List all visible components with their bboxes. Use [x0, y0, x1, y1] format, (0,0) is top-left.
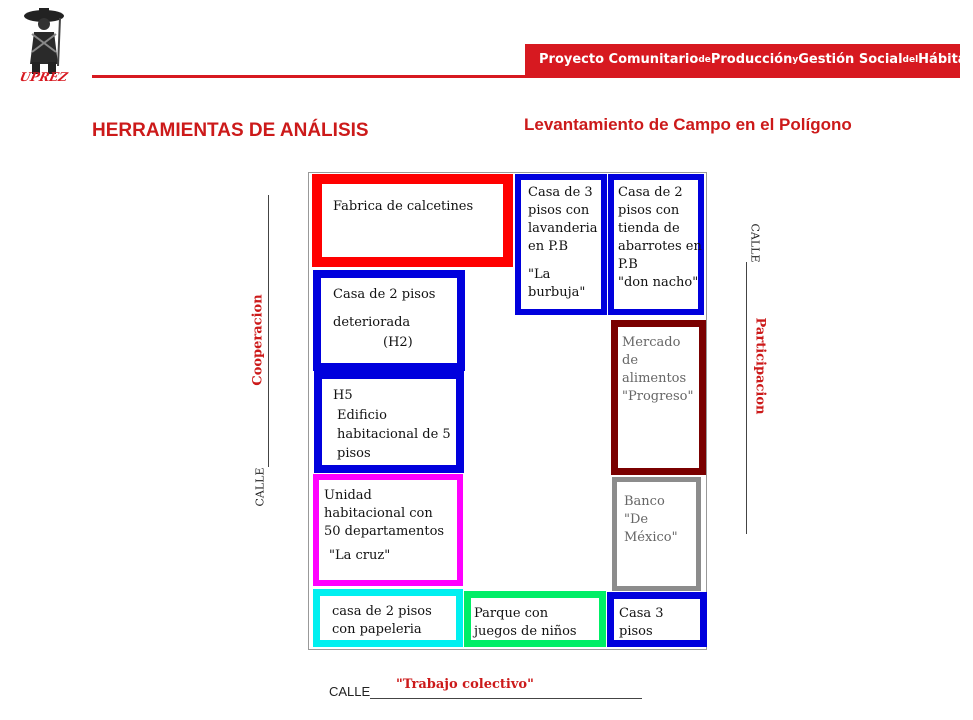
- banner-part: Proyecto Comunitario: [539, 52, 699, 67]
- block-casa3-pisos: [607, 592, 707, 647]
- block-label: "don nacho": [618, 275, 699, 290]
- block-label: burbuja": [528, 285, 586, 300]
- block-label: P.B: [618, 257, 638, 272]
- block-unidad: [313, 474, 463, 586]
- block-label: "La cruz": [329, 548, 391, 563]
- banner-part: Producción: [710, 52, 793, 67]
- banner-part: Hábitat: [918, 52, 973, 67]
- banner-part: de: [698, 54, 711, 65]
- block-label: casa de 2 pisos: [332, 604, 432, 619]
- block-casa2-abarrotes: [608, 174, 704, 315]
- block-label: con papeleria: [332, 622, 422, 637]
- left-street-line: [268, 195, 269, 467]
- banner-part: Gestión Social: [798, 52, 903, 67]
- block-label: pisos con: [528, 203, 590, 218]
- block-label: tienda de: [618, 221, 680, 236]
- right-street-name: Participacion: [752, 317, 768, 415]
- block-label: pisos: [337, 446, 371, 461]
- block-label: Unidad: [324, 488, 372, 503]
- block-label: México": [624, 530, 678, 545]
- block-label: Mercado: [622, 335, 681, 350]
- block-label: pisos: [619, 624, 653, 639]
- block-label: Casa 3: [619, 606, 664, 621]
- banner-part: y: [792, 54, 799, 65]
- block-label: alimentos: [622, 371, 687, 386]
- block-casa3-lavanderia: [515, 174, 607, 315]
- block-label: 50 departamentos: [324, 524, 445, 539]
- block-label: Casa de 3: [528, 185, 593, 200]
- logo-text: UPREZ: [18, 70, 69, 84]
- block-h5-edificio: [314, 371, 464, 473]
- block-label: habitacional de 5: [337, 427, 451, 442]
- right-street-line: [746, 262, 747, 534]
- block-label: de: [622, 353, 639, 368]
- left-street-calle: CALLE: [253, 467, 267, 507]
- bottom-street-line: [370, 698, 642, 699]
- block-parque: [464, 591, 606, 647]
- header-divider: [92, 75, 960, 78]
- block-label: Parque con: [474, 606, 549, 621]
- right-street-calle: CALLE: [748, 223, 762, 263]
- block-label: Banco: [624, 494, 665, 509]
- left-street-name: Cooperacion: [250, 294, 266, 386]
- bottom-street-calle: CALLE: [329, 684, 371, 699]
- uprez-logo: [14, 4, 76, 86]
- block-label: Fabrica de calcetines: [333, 199, 474, 214]
- block-label: juegos de niños: [474, 624, 577, 639]
- block-label: Casa de 2: [618, 185, 683, 200]
- project-banner: [525, 44, 973, 75]
- block-label: en P.B: [528, 239, 568, 254]
- slide-subtitle: Levantamiento de Campo en el Polígono: [524, 115, 852, 134]
- block-label: pisos con: [618, 203, 680, 218]
- block-label: "De: [624, 512, 649, 527]
- block-label: habitacional con: [324, 506, 433, 521]
- block-label: "Progreso": [622, 389, 694, 404]
- block-fabrica: [312, 174, 513, 267]
- block-label: Edificio: [337, 408, 387, 423]
- block-label: (H2): [383, 335, 413, 350]
- banner-part: del: [902, 54, 919, 65]
- block-label: abarrotes en: [618, 239, 702, 254]
- block-label: Casa de 2 pisos: [333, 287, 436, 302]
- block-casa2-deteriorada: [313, 270, 465, 371]
- block-label: "La: [528, 267, 551, 282]
- block-label: H5: [333, 388, 353, 403]
- bottom-street-name: "Trabajo colectivo": [396, 677, 534, 692]
- block-banco: [612, 477, 701, 591]
- block-casa2-papeleria: [313, 589, 463, 647]
- block-label: lavanderia: [528, 221, 598, 236]
- section-title: HERRAMIENTAS DE ANÁLISIS: [92, 120, 369, 141]
- block-label: deteriorada: [333, 315, 411, 330]
- block-mercado: [611, 320, 706, 475]
